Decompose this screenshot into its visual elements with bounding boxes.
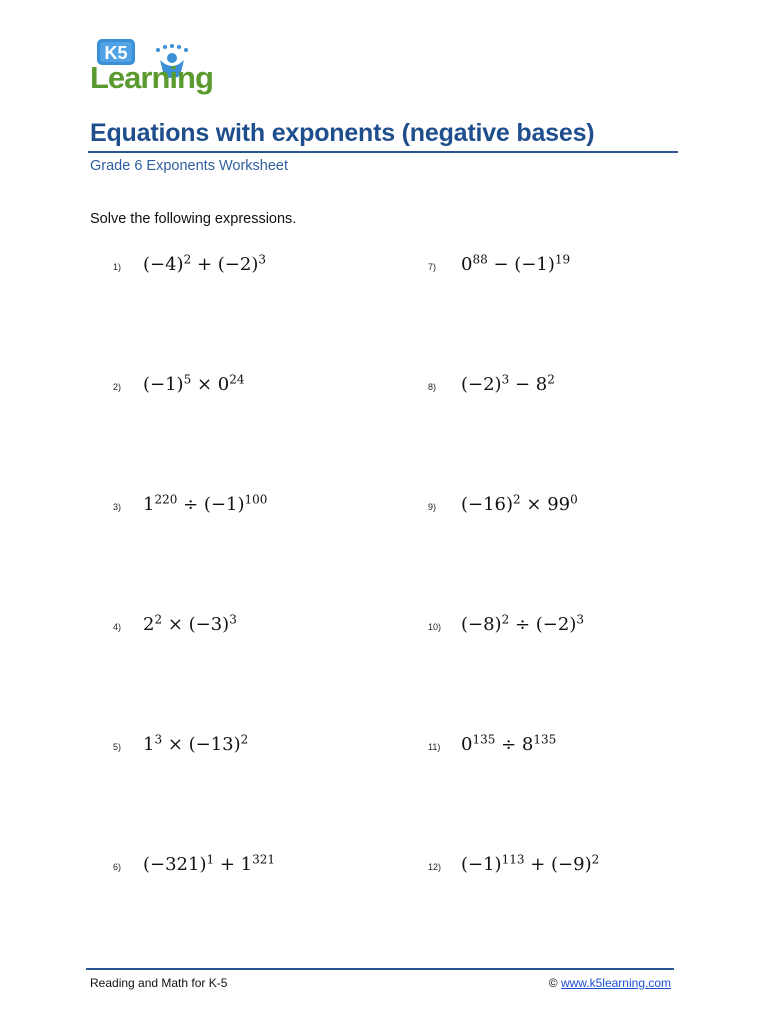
problem-number: 6) bbox=[113, 862, 122, 872]
footer-copyright bbox=[549, 976, 671, 990]
problem-number: 1) bbox=[113, 262, 122, 272]
problem-12 bbox=[428, 854, 728, 894]
problem-10 bbox=[428, 614, 728, 654]
problem-expression: $(-1)^5 \times 0^{24}$ bbox=[143, 372, 245, 395]
problem-5 bbox=[113, 734, 413, 774]
problem-number: 10) bbox=[428, 622, 442, 632]
problem-expression: $(-8)^2 \div (-2)^3$ bbox=[461, 612, 584, 635]
problem-expression: $(-16)^2 \times 99^0$ bbox=[461, 492, 578, 515]
problem-6 bbox=[113, 854, 413, 894]
problem-number: 11) bbox=[428, 742, 441, 752]
problem-number: 12) bbox=[428, 862, 442, 872]
k5learning-link[interactable]: www.k5learning.com bbox=[560, 976, 671, 990]
instructions-text: Solve the following expressions. bbox=[90, 211, 297, 227]
problem-number: 5) bbox=[113, 742, 122, 752]
problem-expression: $(-2)^3 - 8^2$ bbox=[461, 372, 555, 395]
problem-expression: $0^{88} - (-1)^{19}$ bbox=[461, 252, 571, 275]
problem-expression: $0^{135} \div 8^{135}$ bbox=[461, 732, 557, 755]
footer-tagline: Reading and Math for K-5 bbox=[90, 976, 228, 990]
problem-expression: $1^{220} \div (-1)^{100}$ bbox=[143, 492, 268, 515]
problem-2 bbox=[113, 374, 413, 414]
copyright-symbol: © bbox=[548, 976, 558, 990]
problem-number: 8) bbox=[428, 382, 437, 392]
footer-divider bbox=[86, 968, 674, 970]
problem-number: 3) bbox=[113, 502, 122, 512]
problem-number: 9) bbox=[428, 502, 437, 512]
problem-9 bbox=[428, 494, 728, 534]
page-subtitle: Grade 6 Exponents Worksheet bbox=[90, 158, 289, 174]
page-title: Equations with exponents (negative bases) bbox=[90, 119, 595, 147]
problem-8 bbox=[428, 374, 728, 414]
problem-3 bbox=[113, 494, 413, 534]
problem-7 bbox=[428, 254, 728, 294]
problem-number: 4) bbox=[113, 622, 122, 632]
problem-expression: $2^2 \times (-3)^3$ bbox=[143, 612, 237, 635]
problem-4 bbox=[113, 614, 413, 654]
problem-expression: $(-1)^{113} + (-9)^2$ bbox=[461, 852, 600, 875]
problem-11 bbox=[428, 734, 728, 774]
problem-expression: $1^3 \times (-13)^2$ bbox=[143, 732, 249, 755]
logo-word: Learning bbox=[90, 60, 213, 95]
problem-number: 2) bbox=[113, 382, 122, 392]
logo-badge-text: K5 bbox=[104, 43, 128, 63]
problem-expression: $(-4)^2 + (-2)^3$ bbox=[143, 252, 266, 275]
problem-expression: $(-321)^1 + 1^{321}$ bbox=[143, 852, 276, 875]
problem-1 bbox=[113, 254, 413, 294]
problem-number: 7) bbox=[428, 262, 437, 272]
